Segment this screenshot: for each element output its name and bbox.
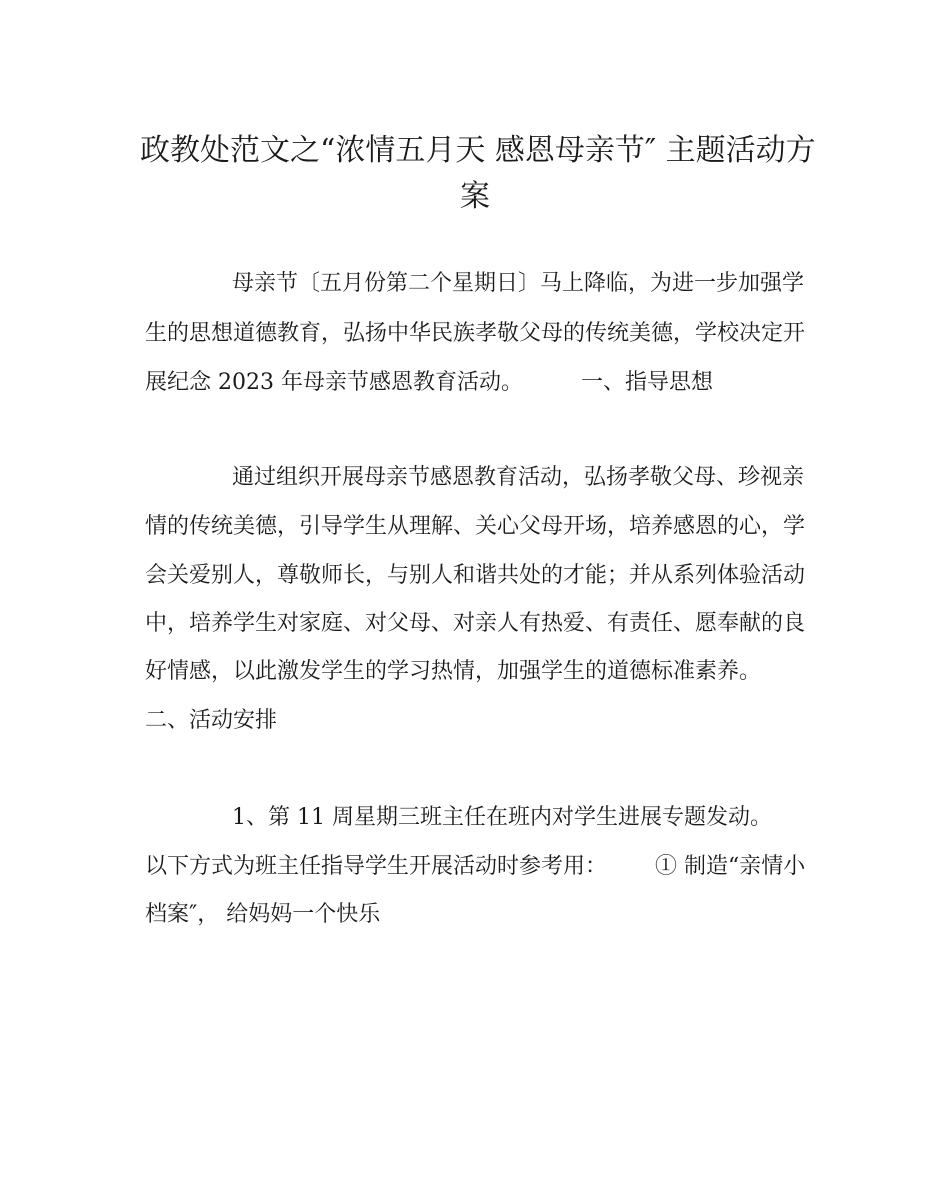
- arrangement-line-3: 档案″， 给妈妈一个快乐: [145, 902, 381, 927]
- guiding-line-2: 情的传统美德，引导学生从理解、关心父母开场，培养感恩的心，学: [145, 514, 806, 539]
- arrangement-item-1: ① 制造“亲情小: [655, 854, 806, 879]
- arrangement-line-2: [145, 851, 805, 883]
- guiding-line-1: 通过组织开展母亲节感恩教育活动，弘扬孝敬父母、珍视亲: [232, 465, 805, 490]
- guiding-line-4: 中，培养学生对家庭、对父母、对亲人有热爱、有责任、愿奉献的良: [145, 611, 806, 636]
- intro-line-3-text: 展纪念 2023 年母亲节感恩教育活动。: [145, 370, 523, 395]
- intro-line-3: [145, 367, 713, 399]
- intro-line-1: 母亲节〔五月份第二个星期日〕马上降临，为进一步加强学: [232, 271, 805, 296]
- guiding-line-3: 会关爱别人，尊敬师长，与别人和谐共处的才能；并从系列体验活动: [145, 563, 806, 588]
- arrangement-line-1: 1、第 11 周星期三班主任在班内对学生进展专题发动。: [232, 805, 772, 830]
- arrangement-line-2-text: 以下方式为班主任指导学生开展活动时参考用：: [145, 854, 608, 879]
- title-line-2: 案: [460, 179, 490, 214]
- title-line-1: 政教处范文之“浓情五月天 感恩母亲节″ 主题活动方: [140, 133, 816, 168]
- intro-line-2: 生的思想道德教育，弘扬中华民族孝敬父母的传统美德，学校决定开: [145, 321, 806, 346]
- document-title: [140, 128, 816, 220]
- guiding-line-5: 好情感，以此激发学生的学习热情，加强学生的道德标准素养。: [145, 659, 762, 684]
- section-1-heading: 一、指导思想: [580, 370, 713, 395]
- section-2-heading: 二、活动安排: [145, 708, 278, 733]
